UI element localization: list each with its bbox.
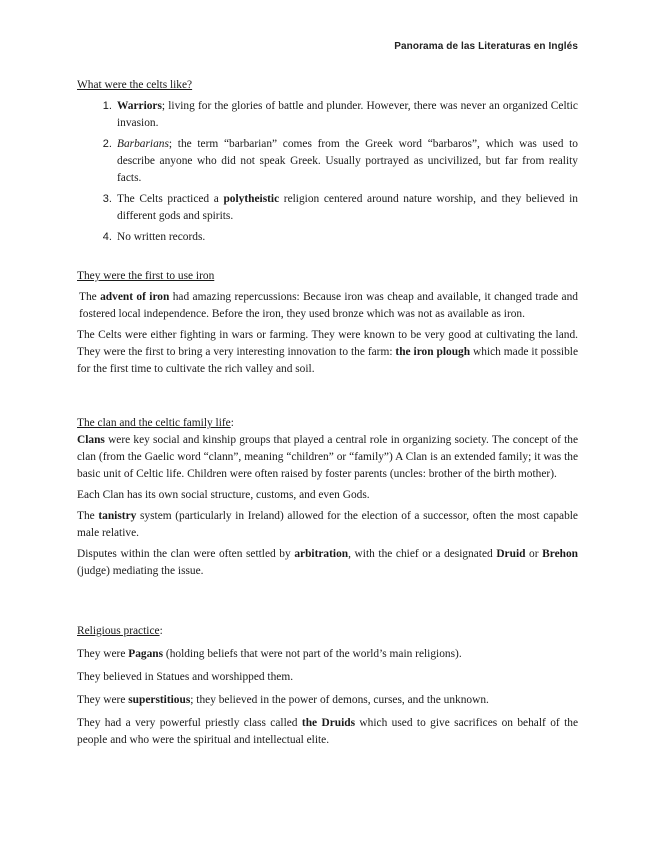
section-iron (77, 268, 578, 382)
item-text: ; the term “barbarian” comes from the Greek word “barbaros”, which was used to describe anyone who did not speak Greek. Usually portrayed as uncivilized, but far from reality facts. (117, 138, 578, 184)
text: Each Clan has its own social structure, customs, and even Gods. (77, 489, 370, 501)
heading-colon: : (230, 417, 234, 429)
section-celts-like (77, 77, 578, 250)
text: The Celts were either fighting in wars or farming. They were known to be very good at cultivating the land. They were the first to bring a very interesting innovation to the farm: (77, 329, 578, 358)
section-religion (77, 623, 578, 753)
bold-term: the Druids (301, 717, 356, 729)
section-heading-row (77, 623, 578, 640)
text: Disputes within the clan were often settled by (77, 548, 295, 560)
text: system (particularly in Ireland) allowed for the election of a successor, often the most capable male relative. (77, 510, 578, 539)
section-heading: The clan and the celtic family life (77, 417, 231, 429)
paragraph (77, 546, 578, 580)
celts-traits-list (77, 98, 578, 246)
text: They had a very powerful priestly class called (77, 717, 302, 729)
paragraph (77, 692, 578, 709)
paragraph (77, 508, 578, 542)
bold-term: Druid (496, 548, 526, 560)
text: which used to give sacrifices on behalf of the people and who were the spiritual and intellectual elite. (77, 717, 578, 746)
paragraph (77, 432, 578, 483)
section-heading-row (77, 415, 578, 432)
paragraph (77, 289, 578, 323)
bold-term: the iron plough (395, 346, 471, 358)
bold-term: Clans (77, 434, 105, 446)
paragraph (77, 646, 578, 663)
heading-colon: : (159, 625, 163, 637)
bold-term: advent of iron (100, 291, 170, 303)
bold-term: arbitration (294, 548, 349, 560)
bold-term: polytheistic (223, 193, 280, 205)
text: had amazing repercussions: Because iron was cheap and available, it changed trade and fostered local independence. Before the iron, they used bronze which was not as available as iron. (79, 291, 579, 320)
running-header: Panorama de las Literaturas en Inglés (394, 41, 578, 52)
paragraph (77, 715, 578, 749)
text: They were (77, 694, 129, 706)
list-item (115, 191, 578, 225)
section-heading: What were the celts like? (77, 79, 193, 91)
item-text: religion centered around nature worship, and they believed in different gods and spirits. (117, 193, 578, 222)
section-heading: Religious practice (77, 625, 160, 637)
paragraph (77, 487, 578, 504)
text: ; they believed in the power of demons, curses, and the unknown. (190, 694, 489, 706)
text: , with the chief or a designated (348, 548, 497, 560)
paragraph (77, 669, 578, 686)
bold-term: tanistry (98, 510, 137, 522)
text: or (525, 548, 543, 560)
list-item (115, 229, 578, 246)
bold-term: Warriors (117, 100, 162, 112)
text: (judge) mediating the issue. (77, 565, 204, 577)
item-text: The Celts practiced a (117, 193, 224, 205)
section-heading: They were the first to use iron (77, 270, 215, 282)
item-text: ; living for the glories of battle and plunder. However, there was never an organized Celtic invasion. (117, 100, 578, 129)
list-item (115, 98, 578, 132)
text: which made it possible for the first time to cultivate the rich valley and soil. (77, 346, 579, 375)
text: The (79, 291, 101, 303)
list-item (115, 136, 578, 187)
item-text: No written records. (117, 231, 206, 243)
bold-term: superstitious (128, 694, 191, 706)
section-clan (77, 415, 578, 584)
text: They believed in Statues and worshipped them. (77, 671, 294, 683)
text: were key social and kinship groups that played a central role in organizing society. The concept of the clan (from the Gaelic word “clann”, meaning “children” or “family”) A Clan is an extended family; it was the basic unit of Celtic life. Children were often raised by foster parents (uncles: brother of the birth mother). (77, 434, 578, 480)
paragraph (77, 327, 578, 378)
text: (holding beliefs that were not part of the world’s main religions). (163, 648, 462, 660)
bold-term: Brehon (542, 548, 579, 560)
bold-term: Pagans (128, 648, 164, 660)
text: The (77, 510, 99, 522)
text: They were (77, 648, 129, 660)
italic-term: Barbarians (117, 138, 169, 150)
